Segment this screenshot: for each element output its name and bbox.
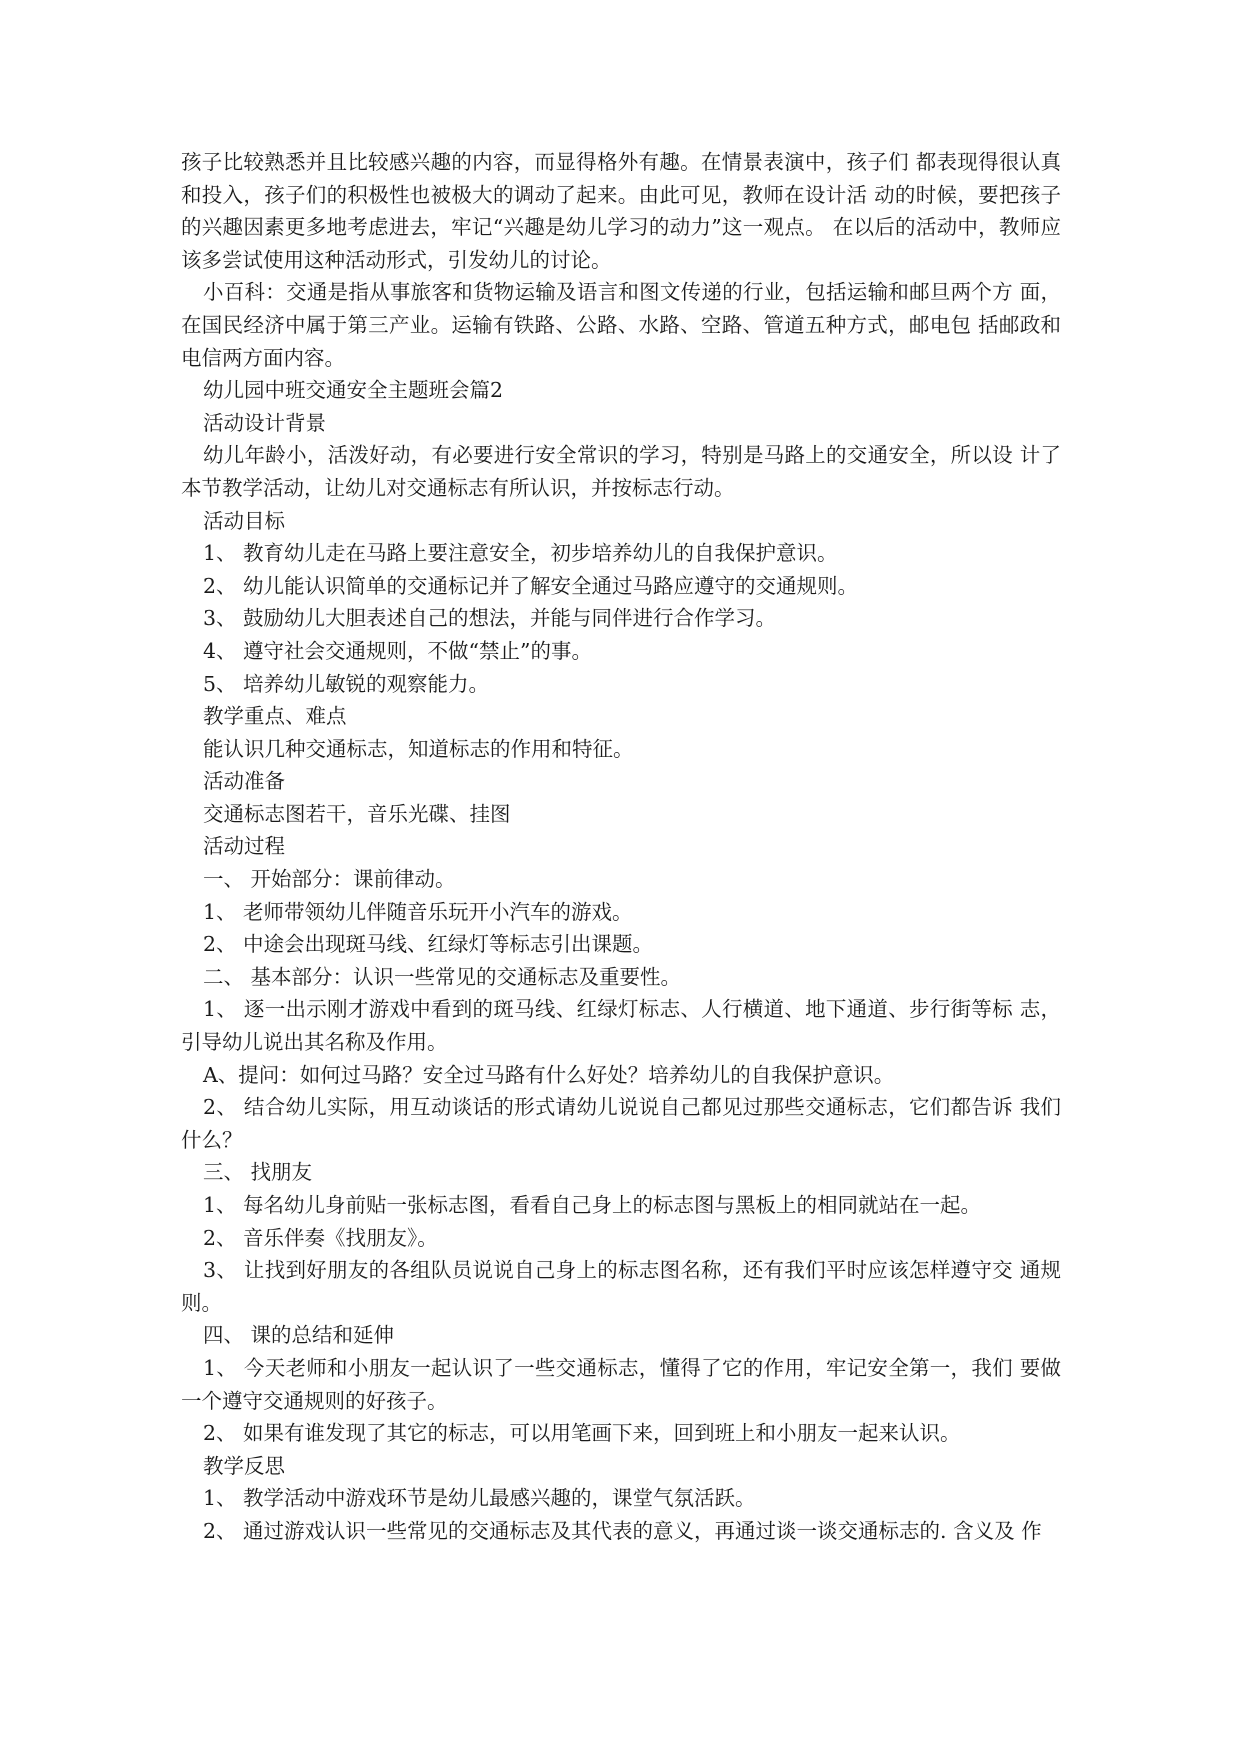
process-item: 2、 音乐伴奏《找朋友》。 [203, 1225, 438, 1250]
paragraph-key-points: 能认识几种交通标志，知道标志的作用和特征。 [203, 736, 634, 761]
process-item: 1、 今天老师和小朋友一起认识了一些交通标志，懂得了它的作用，牢记安全第一，我们 要做一个遵守交通规则的好孩子。 [181, 1355, 1061, 1413]
heading-design-background: 活动设计背景 [203, 410, 326, 435]
process-item: 2、 结合幼儿实际，用互动谈话的形式请幼儿说说自己都见过那些交通标志，它们都告诉 我们什么？ [181, 1095, 1061, 1152]
reflection-item: 1、 教学活动中游戏环节是幼儿最感兴趣的，课堂气氛活跃。 [203, 1486, 756, 1511]
process-item: 1、 老师带领幼儿伴随音乐玩开小汽车的游戏。 [203, 899, 633, 924]
process-section-heading: 四、 课的总结和延伸 [203, 1323, 395, 1348]
paragraph-design-background: 幼儿年龄小，活泼好动，有必要进行安全常识的学习，特别是马路上的交通安全，所以设 计了本节教学活动，让幼儿对交通标志有所认识，并按标志行动。 [181, 443, 1061, 500]
process-section-heading: 一、 开始部分：课前律动。 [203, 867, 456, 892]
goal-item: 4、 遵守社会交通规则，不做“禁止”的事。 [203, 638, 593, 663]
paragraph-reflection-end: 孩子比较熟悉并且比较感兴趣的内容，而显得格外有趣。在情景表演中，孩子们 都表现得很认真和投入，孩子们的积极性也被极大的调动了起来。由此可见，教师在设计活 动的时候，要把孩子的兴趣因素更多地考虑进去，牢记“兴趣是幼儿学习的动力”这一观点。 在以后的活动中，教师应该多尝试使用这种活动形式，引发幼儿的讨论。 [181, 150, 1061, 272]
process-item: A、提问：如何过马路？安全过马路有什么好处？培养幼儿的自我保护意识。 [203, 1062, 895, 1087]
heading-key-points: 教学重点、难点 [203, 704, 347, 729]
process-item: 2、 如果有谁发现了其它的标志，可以用笔画下来，回到班上和小朋友一起来认识。 [203, 1421, 961, 1446]
process-item: 3、 让找到好朋友的各组队员说说自己身上的标志图名称，还有我们平时应该怎样遵守交 通规则。 [181, 1258, 1061, 1315]
reflection-item: 2、 通过游戏认识一些常见的交通标志及其代表的意义，再通过谈一谈交通标志的. 含义及 作 [203, 1518, 1042, 1543]
paragraph-preparation: 交通标志图若干，音乐光碟、挂图 [203, 801, 511, 826]
heading-activity-goals: 活动目标 [203, 508, 285, 533]
paragraph-encyclopedia: 小百科：交通是指从事旅客和货物运输及语言和图文传递的行业，包括运输和邮旦两个方 面，在国民经济中属于第三产业。运输有铁路、公路、水路、空路、管道五种方式，邮电包 括邮政和电信两方面内容。 [181, 280, 1061, 370]
process-item: 1、 每名幼儿身前贴一张标志图，看看自己身上的标志图与黑板上的相同就站在一起。 [203, 1193, 982, 1217]
goal-item: 2、 幼儿能认识简单的交通标记并了解安全通过马路应遵守的交通规则。 [203, 573, 859, 598]
heading-reflection: 教学反思 [203, 1453, 285, 1478]
goal-item: 1、 教育幼儿走在马路上要注意安全，初步培养幼儿的自我保护意识。 [203, 541, 838, 566]
process-section-heading: 二、 基本部分：认识一些常见的交通标志及重要性。 [203, 964, 682, 989]
process-item: 2、 中途会出现斑马线、红绿灯等标志引出课题。 [203, 932, 654, 957]
heading-preparation: 活动准备 [203, 769, 285, 794]
heading-process: 活动过程 [203, 834, 285, 859]
goal-item: 3、 鼓励幼儿大胆表述自己的想法，并能与同伴进行合作学习。 [203, 606, 777, 631]
document-page [181, 146, 1061, 1548]
goal-item: 5、 培养幼儿敏锐的观察能力。 [203, 671, 490, 696]
process-item: 1、 逐一出示刚才游戏中看到的斑马线、红绿灯标志、人行横道、地下通道、步行街等标 志，引导幼儿说出其名称及作用。 [181, 997, 1061, 1055]
process-section-heading: 三、 找朋友 [203, 1160, 313, 1185]
section-title: 幼儿园中班交通安全主题班会篇2 [203, 378, 504, 403]
